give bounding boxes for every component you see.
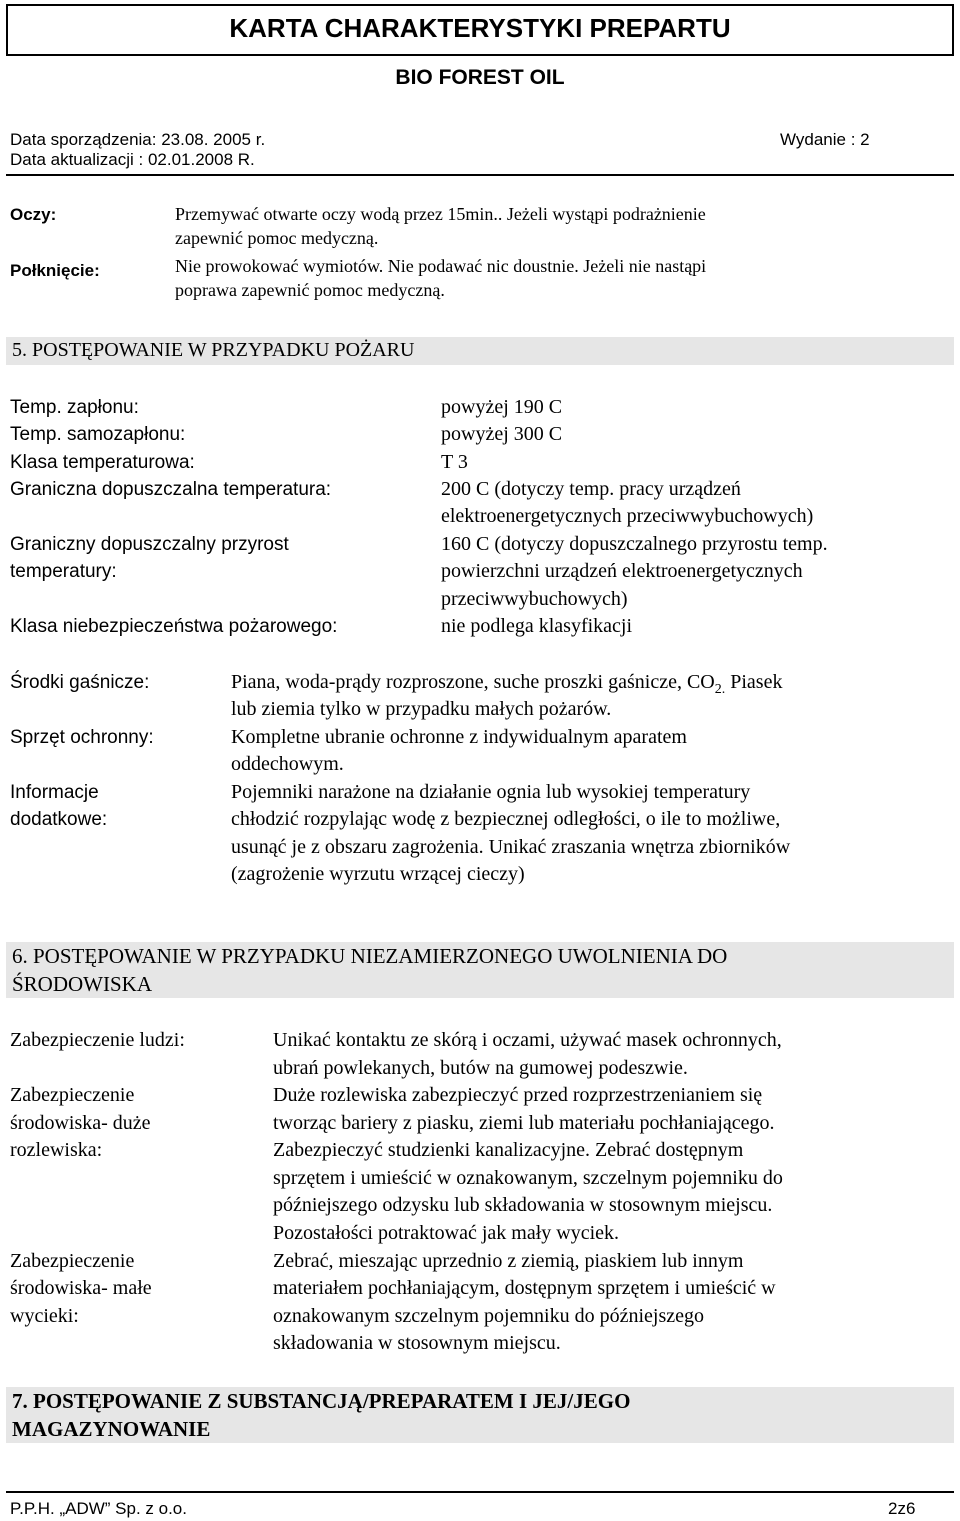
autoignition-value: powyżej 300 C xyxy=(441,423,563,445)
large-spill-label: Zabezpieczenie xyxy=(10,1084,135,1106)
large-spill-text: Pozostałości potraktować jak mały wyciek. xyxy=(273,1222,620,1244)
small-spill-label: Zabezpieczenie xyxy=(10,1250,135,1272)
title-box xyxy=(6,4,954,56)
small-spill-label: wycieki: xyxy=(10,1305,79,1327)
updated-date: Data aktualizacji : 02.01.2008 R. xyxy=(10,150,255,169)
limit-rise-value: przeciwwybuchowych) xyxy=(441,588,628,610)
small-spill-text: oznakowanym szczelnym pojemniku do późniejszego xyxy=(273,1305,704,1327)
swallow-text-line: Nie prowokować wymiotów. Nie podawać nic doustnie. Jeżeli nie nastąpi xyxy=(175,256,707,276)
footer-divider xyxy=(6,1491,954,1493)
limit-rise-value: powierzchni urządzeń elektroenergetycznych xyxy=(441,560,803,582)
additional-info-text: (zagrożenie wyrzutu wrzącej cieczy) xyxy=(231,863,525,885)
temperature-class-label: Klasa temperaturowa: xyxy=(10,452,195,473)
people-protection-label: Zabezpieczenie ludzi: xyxy=(10,1029,185,1051)
large-spill-text: sprzętem i umieścić w oznakowanym, szczelnym pojemniku do xyxy=(273,1167,783,1189)
limit-temperature-value: elektroenergetycznych przeciwwybuchowych) xyxy=(441,505,814,527)
protective-equipment-text: oddechowym. xyxy=(231,753,344,775)
additional-info-text: usunąć je z obszaru zagrożenia. Unikać zraszania wnętrza zbiorników xyxy=(231,836,791,858)
extinguishing-media-text: lub ziemia tylko w przypadku małych pożarów. xyxy=(231,698,612,720)
document-title: KARTA CHARAKTERYSTYKI PREPARTU xyxy=(229,13,731,43)
product-name: BIO FOREST OIL xyxy=(395,66,565,89)
protective-equipment-label: Sprzęt ochronny: xyxy=(10,727,154,748)
fire-class-value: nie podlega klasyfikacji xyxy=(441,615,633,637)
fire-class-label: Klasa niebezpieczeństwa pożarowego: xyxy=(10,616,338,637)
section-6-title: ŚRODOWISKA xyxy=(12,971,153,996)
large-spill-label: rozlewiska: xyxy=(10,1139,103,1161)
header-divider xyxy=(6,174,954,176)
extinguishing-media-label: Środki gaśnicze: xyxy=(10,672,150,693)
footer-company: P.P.H. „ADW” Sp. z o.o. xyxy=(10,1499,187,1518)
small-spill-label: środowiska- małe xyxy=(10,1277,152,1299)
people-protection-text: Unikać kontaktu ze skórą i oczami, używać masek ochronnych, xyxy=(273,1029,782,1051)
section-6-title: 6. POSTĘPOWANIE W PRZYPADKU NIEZAMIERZONEGO UWOLNIENIA DO xyxy=(12,944,728,968)
additional-info-text: Pojemniki narażone na działanie ognia lub wysokiej temperatury xyxy=(231,781,751,803)
eyes-label: Oczy: xyxy=(10,205,57,224)
footer-page-number: 2z6 xyxy=(888,1499,916,1518)
section-5-title: 5. POSTĘPOWANIE W PRZYPADKU POŻARU xyxy=(12,339,415,361)
small-spill-text: Zebrać, mieszając uprzednio z ziemią, piaskiem lub innym xyxy=(273,1250,744,1272)
section-7-title: MAGAZYNOWANIE xyxy=(12,1416,211,1441)
large-spill-text: Duże rozlewiska zabezpieczyć przed rozprzestrzenianiem się xyxy=(273,1084,763,1106)
small-spill-text: składowania w stosownym miejscu. xyxy=(273,1332,561,1354)
swallow-label: Połknięcie: xyxy=(10,261,100,280)
additional-info-text: chłodzić rozpylając wodę z bezpiecznej odległości, o ile to możliwe, xyxy=(231,808,781,830)
prepared-date: Data sporządzenia: 23.08. 2005 r. xyxy=(10,130,266,149)
limit-rise-label: temperatury: xyxy=(10,561,117,582)
small-spill-text: materiałem pochłaniającym, dostępnym sprzętem i umieścić w xyxy=(273,1277,776,1299)
co2-subscript: 2. xyxy=(714,682,726,697)
temperature-class-value: T 3 xyxy=(441,451,468,473)
large-spill-text: Zabezpieczyć studzienki kanalizacyjne. Zebrać dostępnym xyxy=(273,1139,744,1161)
limit-temperature-value: 200 C (dotyczy temp. pracy urządzeń xyxy=(441,478,741,500)
additional-info-label: Informacje xyxy=(10,782,99,803)
eyes-text-line: Przemywać otwarte oczy wodą przez 15min.. Jeżeli wystąpi podrażnienie xyxy=(175,204,706,224)
protective-equipment-text: Kompletne ubranie ochronne z indywidualnym aparatem xyxy=(231,726,687,748)
section-7-header xyxy=(6,1387,954,1443)
section-5-header xyxy=(6,337,954,365)
additional-info-label: dodatkowe: xyxy=(10,809,108,830)
section-7-title: 7. POSTĘPOWANIE Z SUBSTANCJĄ/PREPARATEM I JEJ/JEGO xyxy=(12,1389,631,1413)
large-spill-label: środowiska- duże xyxy=(10,1112,151,1134)
large-spill-text: późniejszego odzysku lub składowania w stosownym miejscu. xyxy=(273,1194,773,1216)
people-protection-text: ubrań powlekanych, butów na gumowej podeszwie. xyxy=(273,1057,688,1079)
flash-point-label: Temp. zapłonu: xyxy=(10,397,139,418)
eyes-text-line: zapewnić pomoc medyczną. xyxy=(175,228,379,248)
autoignition-label: Temp. samozapłonu: xyxy=(10,424,186,445)
limit-rise-value: 160 C (dotyczy dopuszczalnego przyrostu temp. xyxy=(441,533,828,555)
limit-rise-label: Graniczny dopuszczalny przyrost xyxy=(10,534,289,555)
limit-temperature-label: Graniczna dopuszczalna temperatura: xyxy=(10,479,332,500)
swallow-text-line: poprawa zapewnić pomoc medyczną. xyxy=(175,280,445,300)
flash-point-value: powyżej 190 C xyxy=(441,396,563,418)
media-text-a: Piana, woda-prądy rozproszone, suche proszki gaśnicze, CO xyxy=(231,671,715,693)
edition: Wydanie : 2 xyxy=(780,130,870,149)
large-spill-text: tworząc bariery z piasku, ziemi lub materiału pochłaniającego. xyxy=(273,1112,775,1134)
section-6-header xyxy=(6,942,954,998)
media-text-b: Piasek xyxy=(725,671,783,693)
